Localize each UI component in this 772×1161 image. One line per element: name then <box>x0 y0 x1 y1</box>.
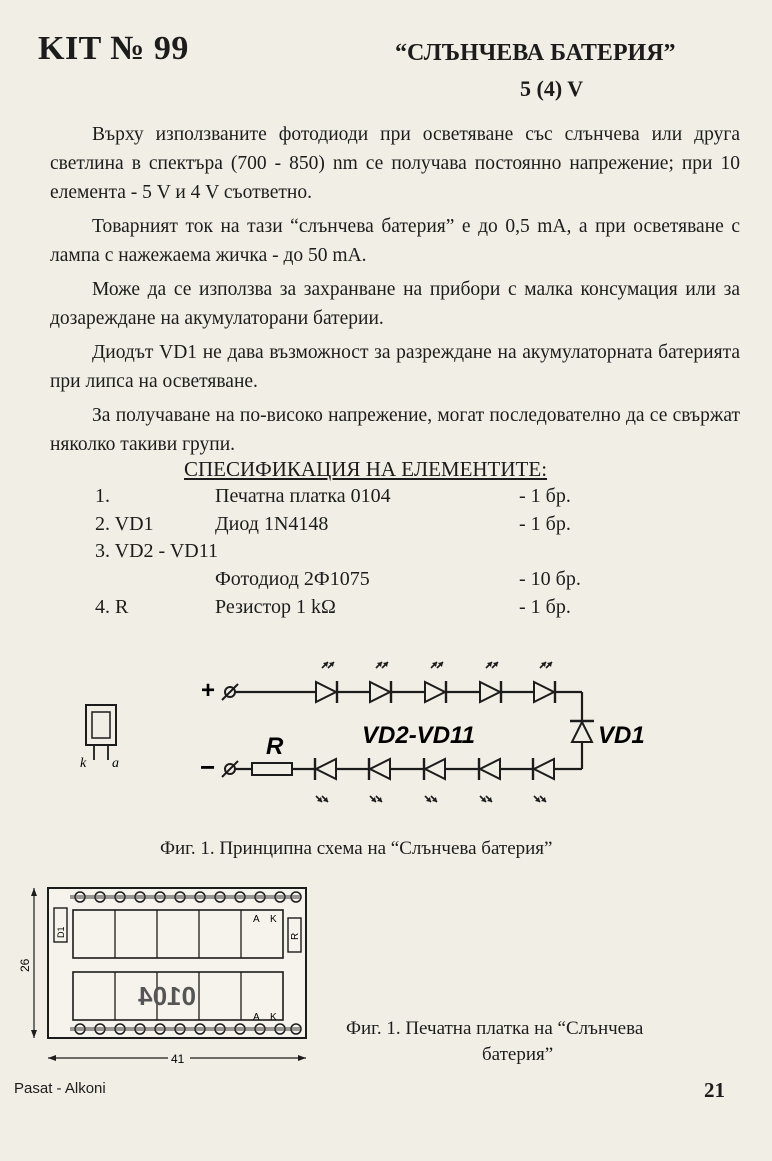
page-number: 21 <box>704 1078 725 1102</box>
page-title: “СЛЪНЧЕВА БАТЕРИЯ” <box>395 40 676 66</box>
r-pcb-label: R <box>290 932 301 940</box>
pin-a-label: a <box>112 756 119 771</box>
photodiode-icon <box>479 758 500 802</box>
photodiode-icon <box>425 662 446 703</box>
publisher-name: Pasat - Alkoni <box>14 1080 106 1097</box>
paragraph: Върху използваните фотодиоди при осветяване със слънчева или друга светлина в спектъра (700 - 850) nm се получава постоянно напрежение; при 10 елемента - 5 V и 4 V съответно. <box>50 124 740 203</box>
cathode-mark: K <box>270 1012 277 1023</box>
photodiode-icon <box>533 758 554 802</box>
pcb-caption-line2: батерия” <box>482 1044 554 1065</box>
vd2-vd11-label: VD2-VD11 <box>362 722 475 749</box>
photodiode-icon <box>369 758 390 802</box>
cathode-mark: K <box>270 914 277 925</box>
minus-terminal-label: − <box>200 752 216 782</box>
spec-name: Фотодиод 2Ф1075 <box>215 568 370 590</box>
schematic-caption: Фиг. 1. Принципна схема на “Слънчева батерия” <box>160 838 553 859</box>
spec-row <box>95 513 655 540</box>
photodiode-icon <box>316 662 337 703</box>
vd1-label: VD1 <box>598 722 645 749</box>
kit-number: KIT № 99 <box>38 30 189 67</box>
circuit-schematic <box>60 650 680 815</box>
photodiode-icon <box>534 662 555 703</box>
spec-num: 3. VD2 - VD11 <box>95 540 218 562</box>
pin-k-label: k <box>80 756 87 771</box>
photodiode-icon <box>315 758 336 802</box>
spec-num: 4. R <box>95 596 129 618</box>
photodiode-icon <box>424 758 445 802</box>
anode-mark: A <box>253 914 260 925</box>
anode-mark: A <box>253 1012 260 1023</box>
spec-row <box>95 485 655 512</box>
plus-terminal-label: + <box>201 677 216 704</box>
pcb-drawing <box>18 880 318 1075</box>
photodiode-icon <box>480 662 501 703</box>
d1-label: D1 <box>56 926 66 938</box>
spec-name: Печатна платка 0104 <box>215 485 391 507</box>
resistor-icon <box>252 763 292 775</box>
paragraph: Диодът VD1 не дава възможност за разреждане на акумулаторната батерията при липса на осветяване. <box>50 342 740 392</box>
width-dimension: 41 <box>171 1052 185 1066</box>
spec-qty: - 1 бр. <box>519 596 571 618</box>
spec-qty: - 10 бр. <box>519 568 581 590</box>
spec-title: СПЕСИФИКАЦИЯ НА ЕЛЕМЕНТИТЕ: <box>184 457 548 481</box>
body-text <box>50 120 740 464</box>
spec-qty: - 1 бр. <box>519 485 571 507</box>
height-dimension: 26 <box>18 958 32 972</box>
paragraph: Товарният ток на тази “слънчева батерия” е до 0,5 mA, а при осветяване с лампа с нажежаема жичка - до 50 mA. <box>50 216 740 266</box>
pcb-caption-line1: Фиг. 1. Печатна платка на “Слънчева <box>346 1018 644 1039</box>
spec-qty: - 1 бр. <box>519 513 571 535</box>
paragraph: За получаване на по-високо напрежение, могат последователно да се свържат няколко такиви групи. <box>50 405 740 455</box>
spec-row <box>95 596 655 623</box>
resistor-label: R <box>266 733 284 760</box>
spec-name: Диод 1N4148 <box>215 513 329 535</box>
spec-name: Резистор 1 kΩ <box>215 596 336 618</box>
spec-num: 1. <box>95 485 110 507</box>
spec-num: 2. VD1 <box>95 513 154 535</box>
spec-row <box>95 540 655 567</box>
paragraph: Може да се използва за захранване на прибори с малка консумация или за дозареждане на акумулаторани батерии. <box>50 279 740 329</box>
photodiode-icon <box>370 662 391 703</box>
vd1-diode-icon <box>570 721 594 742</box>
page-subtitle: 5 (4) V <box>520 76 584 101</box>
spec-row <box>95 568 655 595</box>
board-code: 0104 <box>138 981 196 1011</box>
photodiode-package-icon <box>86 705 116 760</box>
